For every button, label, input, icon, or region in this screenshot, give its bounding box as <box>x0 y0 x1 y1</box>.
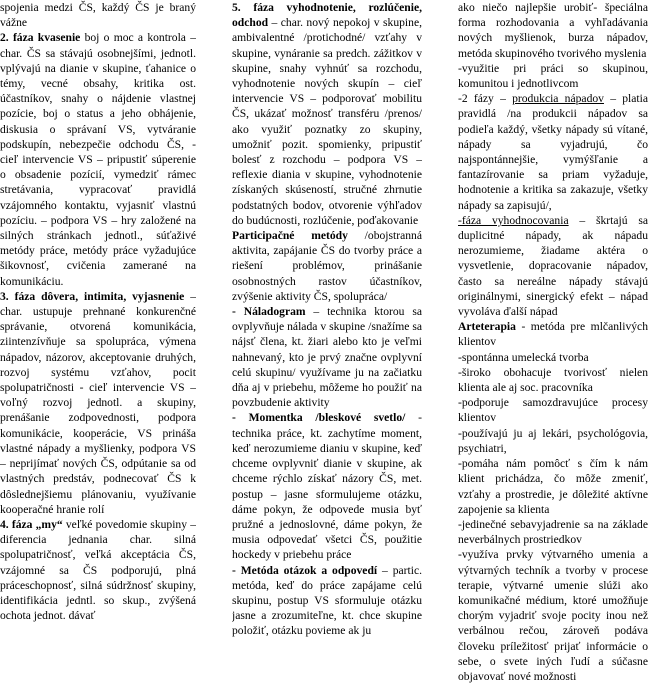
underlined-text: -fáza vyhodnocovania <box>458 213 569 227</box>
text-column-3 <box>458 0 648 684</box>
body-text: -využitie pri práci so skupinou, komunitou i jednotlivcom <box>458 61 648 91</box>
body-text: – technika ktorou sa ovplyvňuje nálada v skupine /snažíme sa nájsť člena, kt. žiari alebo kto je veľmi nahnevaný, kto je prvý značne ovplyvní celú skupinu/ využívame ju na začiatku dňa aj v priebehu, môžeme ho použiť na povzbudenie aktivity <box>232 305 422 410</box>
body-text: – char. ustupuje prehnané konkurenčné správanie, otvorená komunikácia, ziintenzívňuje sa spolupráca, výmena nápadov, názorov, akceptovanie druhých, rozvoj systému vzťahov, pocit spolupatričnosti - cieľ intervencie VS – voľný rozvoj jednotl. a skupiny, prenášanie zodpovednosti, podpora komunikácie, kooperácie, VS prináša vlastné nápady a myšlienky, podpora VS – neprijímať nových ČS, odpútanie sa od vlastných predstáv, podnecovať ČS k dôslednejšiemu plánovaniu, využívanie kooperačné hranie rolí <box>0 289 196 516</box>
paragraph <box>232 0 422 228</box>
heading-text: - Náladogram <box>232 305 306 319</box>
heading-text: 3. fáza dôvera, intimita, vyjasnenie <box>0 289 185 303</box>
paragraph <box>458 350 648 365</box>
heading-text: 5. fáza vyhodnotenie, rozlúčenie, odchod <box>232 1 422 30</box>
body-text: - technika práce, kt. zachytíme moment, keď nerozumieme dianiu v skupine, keď chceme ovplyvniť dianie v skupine, ak chceme rýchlo získať názory ČS, met. postup – jasne sformulujeme otázku, dáme pokyn, že odpovede musia byť pružné a jednoslovné, dáme pokyn, že musia odpovedať všetci ČS, použitie hockedy v priebehu práce <box>232 411 422 562</box>
body-text: – partic. metóda, keď do práce zapájame celú skupinu, postup VS sformuluje otázku jasne a zrozumiteľne, kt. chce skupine položiť, otázku povieme ak ju <box>232 563 422 638</box>
body-text: spojenia medzi ČS, každý ČS je braný vážne <box>0 1 196 30</box>
underlined-text: produkcia nápadov <box>512 92 604 106</box>
paragraph <box>458 456 648 517</box>
body-text: -podporuje samozdravujúce procesy klientov <box>458 396 648 425</box>
heading-text: - Metóda otázok a odpovedí <box>232 563 378 577</box>
body-text: – škrtajú sa duplicitné nápady, ak nápadu nerozumieme, žiadame aktéra o vysvetlenie, dopracovanie nápadov, často sa nereálne nápady stávajú originálnymi, sinergický efekt – nápad vyvoláva ďalší nápad <box>458 213 648 319</box>
paragraph <box>0 0 196 30</box>
body-text: /obojstranná aktivita, zapájanie ČS do tvorby práce a riešení problémov, prinášanie osobnostných rastov účastníkov, zvýšenie aktivity ČS, spolupráca/ <box>232 229 422 303</box>
heading-text: - Momentka /bleskové svetlo/ <box>232 411 406 425</box>
body-text: -široko obohacuje tvorivosť nielen klienta ale aj soc. pracovníka <box>458 365 648 395</box>
paragraph <box>458 0 648 61</box>
paragraph <box>232 410 422 562</box>
heading-text: Participačné metódy <box>232 229 348 243</box>
paragraph <box>232 563 422 639</box>
body-text: -jedinečné sebavyjadrenie sa na základe neverbálnych prostriedkov <box>458 517 648 547</box>
paragraph <box>458 61 648 91</box>
paragraph <box>458 547 648 684</box>
paragraph <box>0 517 196 623</box>
paragraph <box>458 365 648 395</box>
paragraph <box>458 517 648 547</box>
body-text: boj o moc a kontrola – char. ČS sa stávajú osobnejšími, jednotl. vplývajú na dianie v skupine, ťahanice o témy, vecné obsahy, kritika ost. účastníkov, snahy o nájdenie vlastnej pozície, boj o status a jeho obhájenie, diskusia o správaní VS, vytváranie podskupín, nebezpečie odchodu ČS, - cieľ intervencie VS – pripustiť súperenie o obsadenie pozícií, vymedziť rámec stretávania, vypracovať pravidlá vzájomného kontaktu, vyjasniť vlastnú pozíciu. – podpora VS – hry založené na silných stránkach jednotl., súťaživé metódy práce, metódy práce vyžadujúce šikovnosť, cvičenia zamerané na komunikáciu. <box>0 31 196 288</box>
body-text: – char. nový nepokoj v skupine, ambivalentné /protichodné/ vzťahy v skupine, vynáranie sa predch. zážitkov v skupine, snahy vyhnúť sa rozchodu, vyhodnotenie nových skupín – cieľ intervencie VS – podporovať mobilitu ČS, ukázať možnosť transféru /prenos/ ako využiť poznatky zo skupiny, umožniť pozit. spomienky, pripustiť bolesť z rozchodu – podpora VS – reflexie diania v skupine, vyhodnotenie získaných skúseností, stručné zhrnutie podstatných bodov, otvorenie výhľadov do budúcnosti, rozlúčenie, poďakovanie <box>232 16 422 227</box>
paragraph <box>232 304 422 410</box>
body-text: veľké povedomie skupiny – diferencia jednania char. silná spolupatričnosť, veľká akceptácia ČS, vzájomné sa ČS podporujú, plná práceschopnosť, silná súdržnosť skupiny, identifikácia jedntl. so skup., zvýšená ochota jednot. dávať <box>0 517 196 623</box>
heading-text: 4. fáza „my“ <box>0 517 63 531</box>
body-text: -používajú ju aj lekári, psychológovia, psychiatri, <box>458 426 648 455</box>
text-column-2 <box>232 0 422 639</box>
text-column-1 <box>0 0 196 623</box>
paragraph <box>458 395 648 425</box>
body-text: -spontánna umelecká tvorba <box>458 350 589 364</box>
paragraph <box>458 319 648 349</box>
paragraph <box>458 426 648 456</box>
body-text: ako niečo najlepšie urobiť- špeciálna forma rozhodovania a vyhľadávania nových myšlienok, burza nápadov, metóda skupinového tvorivého myslenia <box>458 1 648 60</box>
paragraph <box>232 228 422 304</box>
body-text: -využíva prvky výtvarného umenia a výtvarných techník a tvorby v procese terapie, výtvarné umenie slúži ako komunikačné médium, ktoré umožňuje chorým vyjadriť svoje pocity inou než verbálnou rečou, zároveň podáva človeku príležitosť prijať informácie o sebe, o svete iných ľudí a súčasne objavovať nové možnosti <box>458 548 648 683</box>
paragraph <box>458 91 648 213</box>
body-text: -pomáha nám pomôcť s čím k nám klient prichádza, čo môže zmeniť, vzťahy a prostredie, je dôležité aktívne zapojenie sa klienta <box>458 457 648 516</box>
body-text: -2 fázy – <box>458 92 513 106</box>
heading-text: 2. fáza kvasenie <box>0 31 81 45</box>
paragraph <box>0 30 196 288</box>
body-text: – platia pravidlá /na produkcii nápadov sa podieľa každý, všetky nápady sú vítané, nápady sa vyjadrujú, čo najspontánnejšie, vymýšľanie a fantazírovanie sa priam vyžaduje, hodnotenie a kritika sa zakazuje, všetky nápady sa zapisujú/, <box>458 92 648 212</box>
body-text: - metóda pre mlčanlivých klientov <box>458 320 648 349</box>
heading-text: Arteterapia <box>458 320 516 334</box>
paragraph <box>458 213 648 319</box>
paragraph <box>0 289 196 517</box>
